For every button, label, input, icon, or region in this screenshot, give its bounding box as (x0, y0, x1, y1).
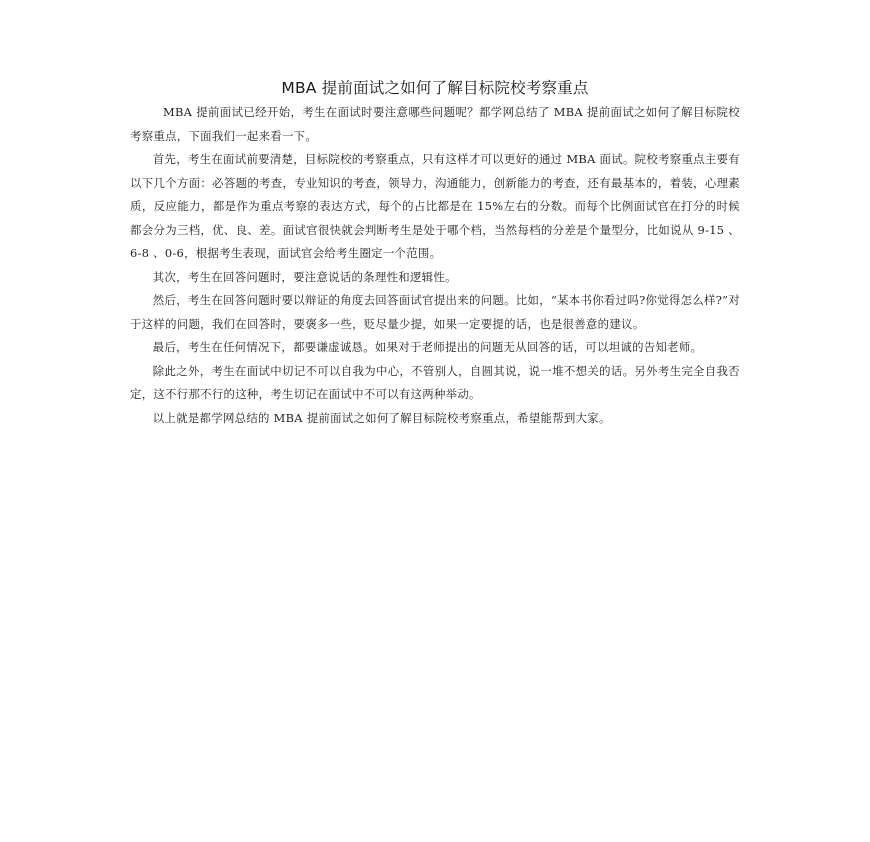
paragraph-conclusion: 以上就是都学网总结的 MBA 提前面试之如何了解目标院校考察重点，希望能帮到大家。 (152, 410, 611, 425)
document-title: MBA 提前面试之如何了解目标院校考察重点 (281, 79, 589, 97)
paragraph-then: 然后，考生在回答问题时要以辩证的角度去回答面试官提出来的问题。比如，“某本书你看过吗?你觉得怎么样?”对于这样的问题，我们在回答时，要褒多一些，贬尽量少提，如果一定要提的话，也是很善意的建议。 (130, 293, 740, 331)
paragraph-second: 其次，考生在回答问题时，要注意说话的条理性和逻辑性。 (152, 269, 457, 284)
paragraph-first: 首先，考生在面试前要清楚，目标院校的考察重点，只有这样才可以更好的通过 MBA 面试。院校考察重点主要有以下几个方面：必答题的考查，专业知识的考查，领导力，沟通能力，创新能力的考查，还有最基本的，着装，心理素质，反应能力，都是作为重点考察的表达方式，每个的占比都是在 15%左右的分数。而每个比例面试官在打分的时候都会分为三档，优、良、差。面试官很快就会判断考生是处于哪个档，当然每档的分差是个量型分，比如说从 9-15 、6-8 、0-6，根据考生表现，面试官会给考生圈定一个范围。 (130, 152, 740, 260)
document-body (130, 101, 740, 430)
paragraph-finally: 最后，考生在任何情况下，都要谦虚诚恳。如果对于老师提出的问题无从回答的话，可以坦诚的告知老师。 (152, 340, 703, 354)
paragraph-intro: MBA 提前面试已经开始，考生在面试时要注意哪些问题呢？都学网总结了 MBA 提前面试之如何了解目标院校考察重点，下面我们一起来看一下。 (130, 105, 740, 143)
paragraph-besides: 除此之外，考生在面试中切记不可以自我为中心，不管别人，自圆其说，说一堆不想关的话。另外考生完全自我否定，这不行那不行的这种，考生切记在面试中不可以有这两种举动。 (130, 363, 740, 401)
